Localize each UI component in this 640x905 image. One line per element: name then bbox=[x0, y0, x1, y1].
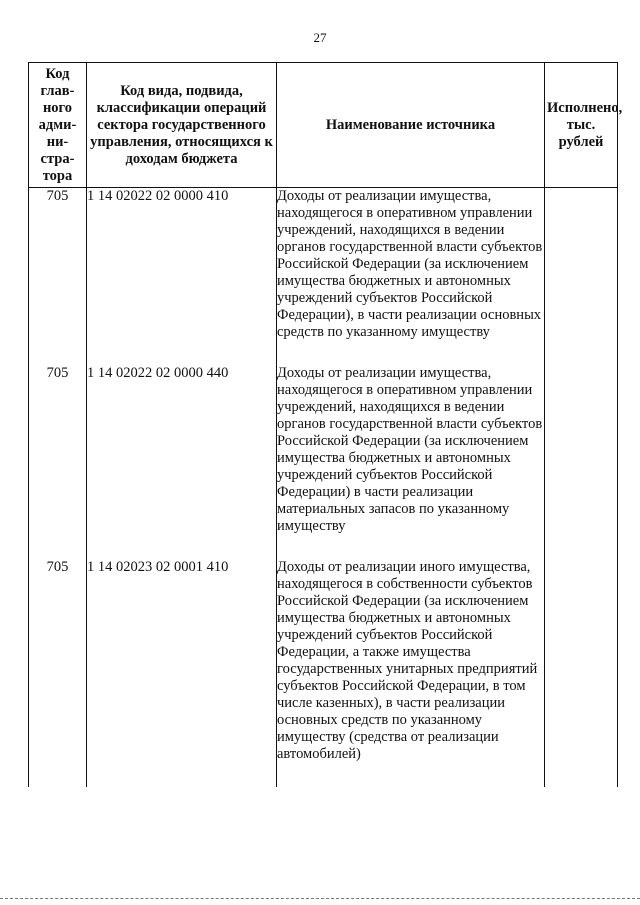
header-classification-code: Код вида, подвида, классификации операций сектора государственного управления, относящихся к доходам бюджета bbox=[87, 63, 277, 188]
header-admin-code: Код глав-ного адми-ни-стра-тора bbox=[29, 63, 87, 188]
revenue-sources-table bbox=[28, 62, 623, 787]
header-source-name: Наименование источника bbox=[277, 63, 545, 188]
source-name-cell: Доходы от реализации иного имущества, находящегося в собственности субъектов Российской Федерации (за исключением имущества бюджетных и автономных учреждений субъектов Российской Федерации, а также имущества государственных унитарных предприятий субъектов Российской Федерации, в том числе казенных), в части реализации основных средств по указанному имуществу (средства от реализации автомобилей) bbox=[277, 559, 545, 787]
executed-cell bbox=[545, 188, 618, 366]
executed-cell bbox=[545, 559, 618, 787]
scan-edge-line bbox=[0, 898, 640, 900]
table-body bbox=[29, 188, 618, 788]
admin-code-cell: 705 bbox=[29, 365, 87, 559]
classification-code-cell: 1 14 02022 02 0000 440 bbox=[87, 365, 277, 559]
page-number: 27 bbox=[313, 30, 327, 45]
table-row bbox=[29, 188, 618, 366]
table-header bbox=[29, 63, 623, 188]
executed-cell bbox=[545, 365, 618, 559]
header-executed: Исполнено, тыс. рублей bbox=[545, 63, 618, 188]
classification-code-cell: 1 14 02022 02 0000 410 bbox=[87, 188, 277, 366]
table-row bbox=[29, 559, 618, 787]
table-row bbox=[29, 365, 618, 559]
classification-code-cell: 1 14 02023 02 0001 410 bbox=[87, 559, 277, 787]
admin-code-cell: 705 bbox=[29, 559, 87, 787]
source-name-cell: Доходы от реализации имущества, находящегося в оперативном управлении учреждений, находящихся в ведении органов государственной власти субъектов Российской Федерации (за исключением имущества бюджетных и автономных учреждений субъектов Российской Федерации) в части реализации материальных запасов по указанному имуществу bbox=[277, 365, 545, 559]
source-name-cell: Доходы от реализации имущества, находящегося в оперативном управлении учреждений, находящихся в ведении органов государственной власти субъектов Российской Федерации (за исключением имущества бюджетных и автономных учреждений субъектов Российской Федерации), в части реализации основных средств по указанному имуществу bbox=[277, 188, 545, 366]
admin-code-cell: 705 bbox=[29, 188, 87, 366]
